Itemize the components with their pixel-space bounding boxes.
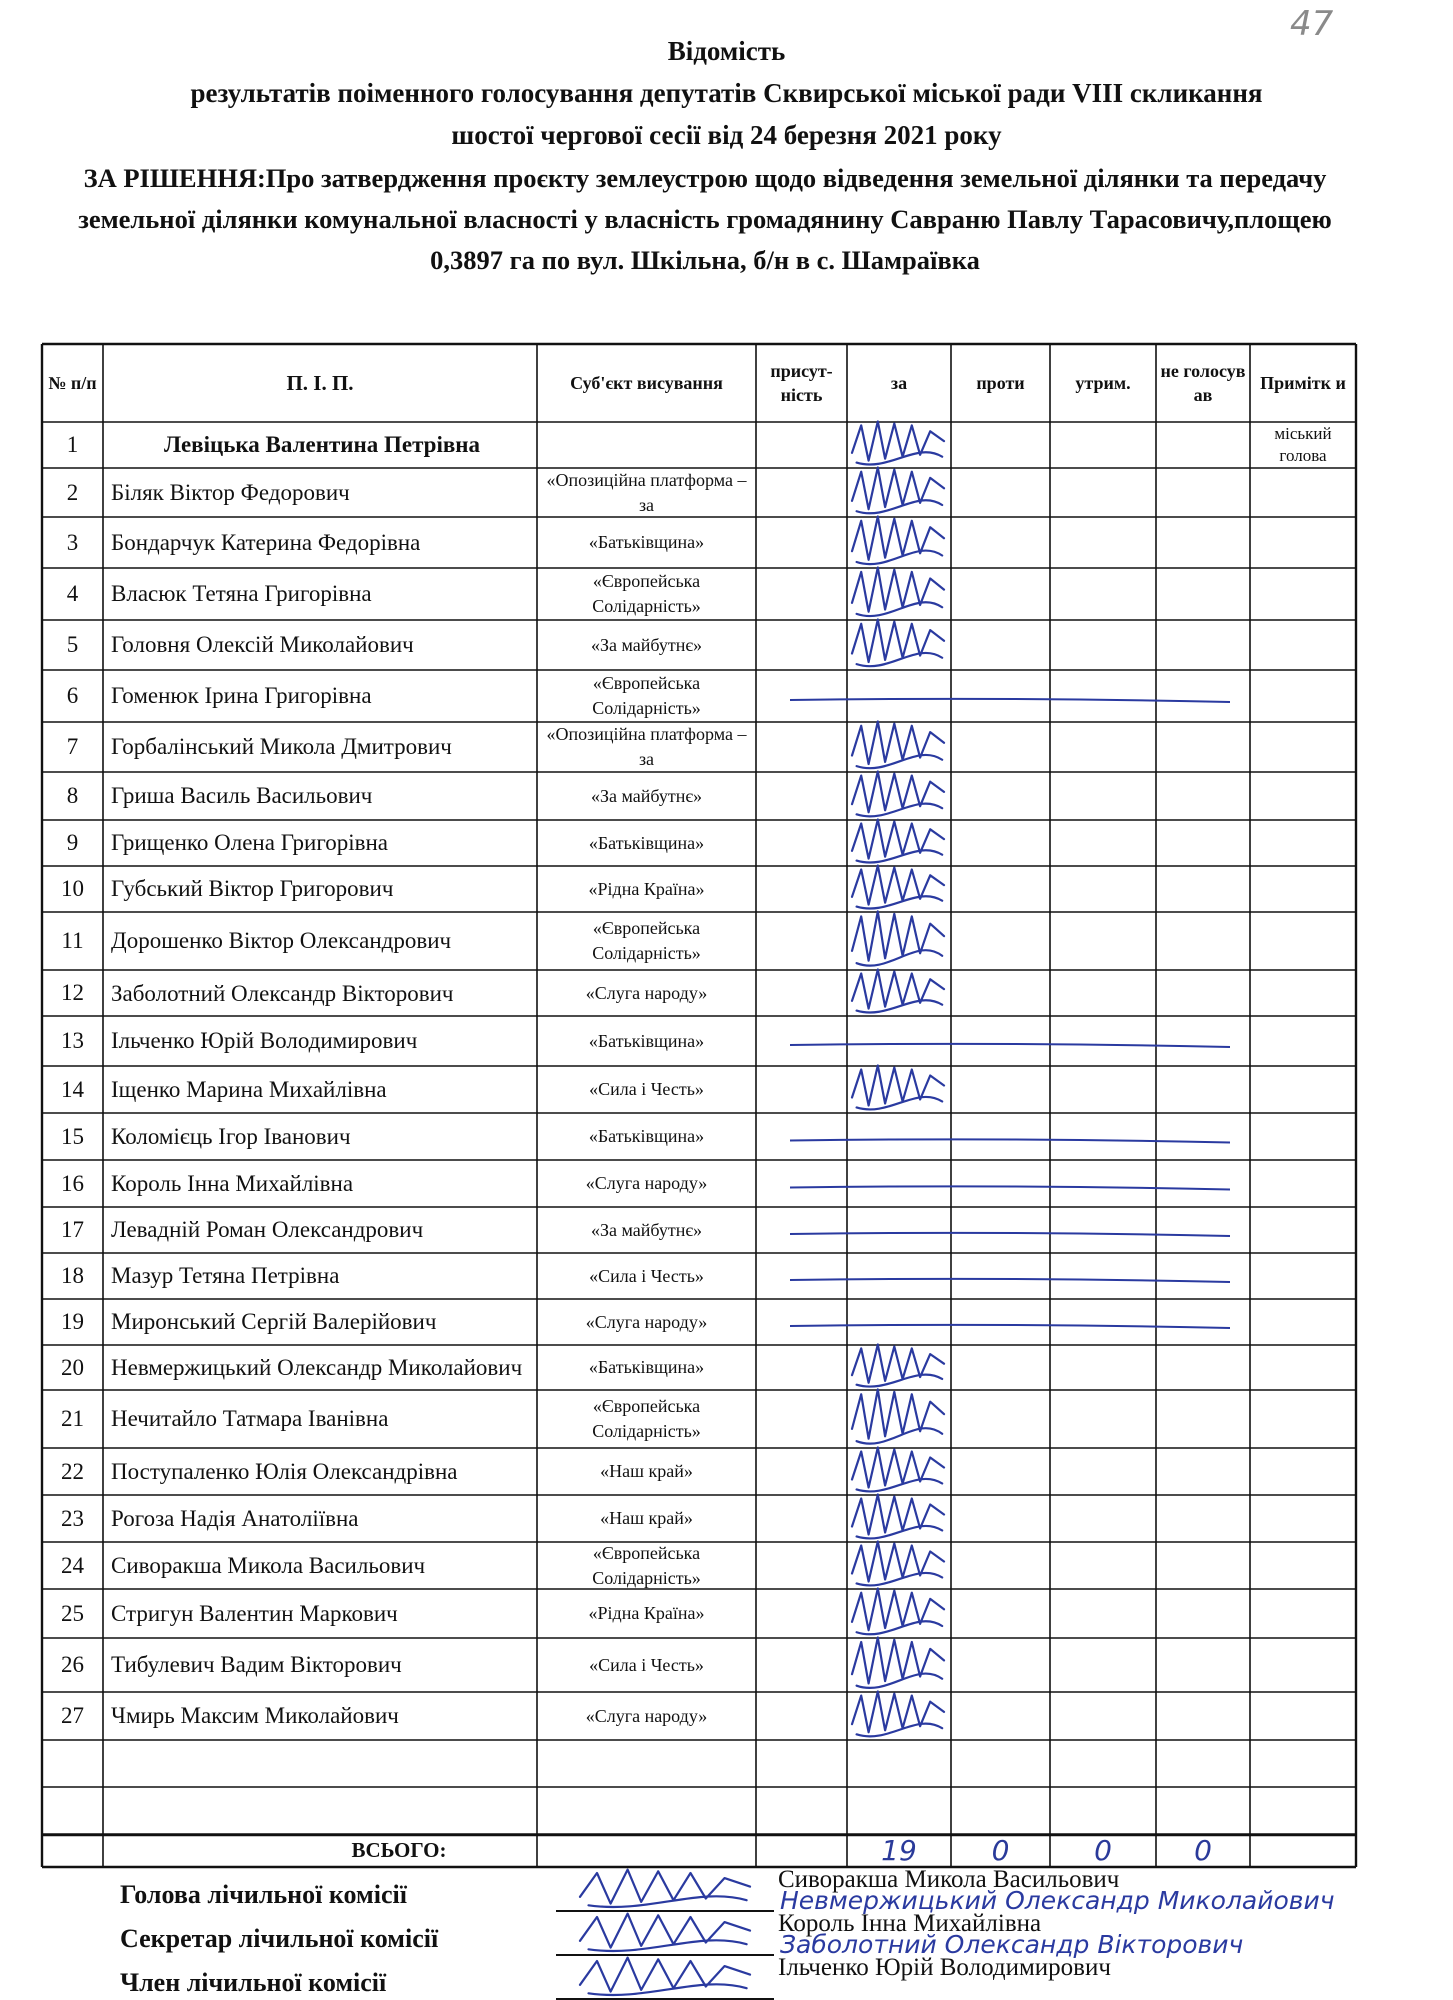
nominating-party: «За майбутнє»	[590, 1219, 703, 1240]
nominating-party: «Слуга народу»	[585, 1173, 708, 1193]
row-number: 12	[61, 980, 84, 1005]
total-against: 0	[991, 1834, 1010, 1867]
row-number: 4	[66, 581, 79, 606]
handwritten-name: Заболотний Олександр Вікторович	[780, 1930, 1244, 1959]
row-number: 26	[61, 1652, 84, 1677]
absence-dash	[790, 1044, 1230, 1047]
deputy-name: Левіцька Валентина Петрівна	[163, 432, 481, 457]
deputy-name: Грищенко Олена Григорівна	[111, 830, 388, 855]
column-header-for: за	[890, 373, 908, 393]
column-header-party: Суб'єкт висування	[570, 373, 723, 393]
deputy-name: Горбалінський Микола Дмитрович	[111, 734, 452, 759]
signature-mark	[852, 722, 944, 769]
deputy-name: Біляк Віктор Федорович	[111, 479, 350, 505]
nominating-party: «Сила і Честь»	[589, 1654, 704, 1675]
deputy-name: Чмирь Максим Миколайович	[111, 1703, 399, 1728]
deputy-name: Гоменюк Ірина Григорівна	[111, 683, 372, 708]
deputy-name: Власюк Тетяна Григорівна	[111, 581, 372, 606]
row-number: 25	[61, 1600, 84, 1626]
nominating-party	[541, 422, 752, 468]
nominating-party: «Батьківщина»	[588, 1357, 705, 1377]
deputy-name: Поступаленко Юлія Олександрівна	[111, 1459, 458, 1484]
column-header-against: проти	[976, 373, 1025, 393]
signature-mark	[852, 970, 944, 1013]
nominating-party: «Сила і Честь»	[589, 1079, 704, 1099]
row-number: 19	[61, 1309, 84, 1334]
row-number: 13	[61, 1028, 84, 1053]
column-header-present: присут-ність	[770, 361, 833, 405]
column-header-abstain: утрим.	[1075, 373, 1131, 393]
row-number: 7	[66, 734, 79, 759]
deputy-name: Король Інна Михайлівна	[111, 1170, 354, 1196]
row-number: 27	[61, 1703, 84, 1728]
nominating-party: «Слуга народу»	[585, 982, 708, 1003]
deputy-name: Миронський Сергій Валерійович	[111, 1309, 437, 1334]
nominating-party: «За майбутнє»	[590, 785, 703, 806]
column-header-novote: не голосув ав	[1160, 361, 1246, 405]
document-subtitle: результатів поіменного голосування депутатів Сквирської міської ради VIII скликання	[190, 78, 1263, 108]
deputy-name: Губський Віктор Григорович	[111, 876, 394, 901]
signature-line	[556, 1954, 774, 1956]
total-for: 19	[881, 1834, 917, 1867]
row-number: 8	[66, 783, 79, 808]
row-number: 15	[61, 1123, 84, 1149]
nominating-party: «Європейська Солідарність»	[592, 1542, 701, 1588]
deputy-name: Сиворакша Микола Васильович	[111, 1552, 426, 1578]
row-number: 10	[61, 876, 84, 901]
nominating-party: «Сила і Честь»	[589, 1265, 704, 1286]
nominating-party: «Опозиційна платформа – за	[546, 724, 747, 769]
signature-mark	[852, 1495, 944, 1539]
nominating-party: «Європейська Солідарність»	[592, 673, 701, 718]
absence-dash	[790, 699, 1230, 702]
column-header-num: № п/п	[48, 373, 97, 393]
row-number: 20	[61, 1354, 84, 1380]
signature-line	[556, 1910, 774, 1912]
page-number: 47	[1290, 4, 1334, 44]
commission-signature	[580, 1914, 750, 1951]
signature-mark	[852, 1345, 944, 1387]
row-number: 6	[66, 683, 79, 708]
row-number: 3	[66, 529, 79, 555]
deputy-name: Невмержицький Олександр Миколайович	[111, 1355, 523, 1380]
session-line: шостої чергової сесії від 24 березня 2021 року	[451, 120, 1002, 150]
nominating-party: «Наш край»	[600, 1508, 693, 1528]
nominating-party: «Наш край»	[600, 1461, 693, 1481]
signature-mark	[852, 1389, 944, 1443]
total-label: ВСЬОГО:	[351, 1838, 447, 1862]
signature-mark	[852, 911, 944, 965]
deputy-name: Левадній Роман Олександрович	[111, 1217, 424, 1242]
row-number: 14	[61, 1076, 84, 1102]
deputy-name: Рогоза Надія Анатоліївна	[111, 1505, 359, 1531]
nominating-party: «Батьківщина»	[588, 1126, 705, 1146]
note-cell: міський голова	[1274, 424, 1332, 465]
row-number: 18	[61, 1263, 84, 1288]
signature-mark	[852, 517, 944, 565]
signature-mark	[852, 866, 944, 909]
row-number: 2	[66, 479, 79, 505]
commission-signature	[580, 1958, 750, 1995]
absence-dash	[790, 1279, 1230, 1282]
absence-dash	[790, 1325, 1230, 1328]
signature-mark	[852, 1692, 944, 1737]
row-number: 21	[61, 1406, 84, 1431]
signature-mark	[852, 1066, 944, 1110]
nominating-party: «Європейська Солідарність»	[592, 571, 701, 616]
signature-mark	[852, 820, 944, 863]
row-number: 11	[61, 928, 84, 953]
total-novote: 0	[1194, 1834, 1212, 1867]
absence-dash	[790, 1139, 1230, 1142]
signature-mark	[852, 1542, 944, 1586]
signature-mark	[852, 568, 944, 617]
decision-text: ЗА РІШЕННЯ:Про затвердження проєкту землеустрою щодо відведення земельної ділянки та передачу земельної ділянки комунальної власності у власність громадянину Савраню Павлу Тарасовичу,площею 0,3897 га по вул. Шкільна, б/н в с. Шамраївка	[78, 163, 1332, 275]
nominating-party: «Батьківщина»	[588, 532, 705, 552]
nominating-party: «Європейська Солідарність»	[592, 918, 701, 963]
row-number: 24	[61, 1552, 84, 1578]
absence-dash	[790, 1186, 1230, 1189]
row-number: 16	[61, 1170, 84, 1196]
signature-mark	[852, 772, 944, 817]
deputy-name: Дорошенко Віктор Олександрович	[111, 928, 452, 953]
deputy-name: Коломієць Ігор Іванович	[111, 1123, 351, 1149]
commission-role: Секретар лічильної комісії	[120, 1924, 439, 1953]
row-number: 9	[66, 830, 79, 855]
deputy-name: Тибулевич Вадим Вікторович	[111, 1652, 402, 1677]
commission-signature	[580, 1870, 750, 1907]
signature-mark	[852, 422, 944, 465]
deputy-name: Заболотний Олександр Вікторович	[111, 980, 454, 1006]
signature-mark	[852, 468, 944, 514]
column-header-note: Примітк и	[1260, 373, 1346, 393]
signature-mark	[852, 1448, 944, 1492]
row-number: 22	[61, 1458, 84, 1484]
nominating-party: «Рідна Країна»	[588, 1603, 705, 1623]
commission-role: Голова лічильної комісії	[120, 1880, 407, 1909]
document-title: Відомість	[667, 36, 786, 66]
deputy-name: Іщенко Марина Михайлівна	[111, 1076, 387, 1102]
deputy-name: Бондарчук Катерина Федорівна	[111, 529, 421, 555]
commission-member-name: Ільченко Юрій Володимирович	[778, 1954, 1111, 1981]
deputy-name: Гриша Василь Васильович	[111, 783, 373, 808]
nominating-party: «За майбутнє»	[590, 634, 703, 655]
commission-member-name: Король Інна Михайлівна	[778, 1910, 1042, 1937]
nominating-party: «Європейська Солідарність»	[592, 1396, 701, 1441]
row-number: 1	[66, 432, 79, 457]
nominating-party: «Батьківщина»	[588, 832, 705, 853]
column-header-name: П. І. П.	[286, 371, 354, 395]
row-number: 23	[61, 1505, 84, 1531]
nominating-party: «Слуга народу»	[585, 1311, 708, 1332]
signature-mark	[852, 1589, 944, 1635]
deputy-name: Нечитайло Татмара Іванівна	[111, 1406, 389, 1431]
signature-mark	[852, 620, 944, 667]
deputy-name: Стригун Валентин Маркович	[111, 1600, 398, 1626]
row-number: 17	[61, 1217, 84, 1242]
commission-member-name: Сиворакша Микола Васильович	[778, 1866, 1120, 1893]
nominating-party: «Опозиційна платформа – за	[546, 469, 747, 515]
absence-dash	[790, 1233, 1230, 1236]
deputy-name: Ільченко Юрій Володимирович	[111, 1028, 418, 1053]
deputy-name: Головня Олексій Миколайович	[111, 632, 414, 657]
signature-mark	[852, 1638, 944, 1688]
nominating-party: «Рідна Країна»	[588, 878, 705, 899]
nominating-party: «Батьківщина»	[588, 1030, 705, 1051]
total-abstain: 0	[1094, 1834, 1112, 1867]
nominating-party: «Слуга народу»	[585, 1705, 708, 1726]
handwritten-name: Невмержицький Олександр Миколайович	[780, 1886, 1335, 1915]
deputy-name: Мазур Тетяна Петрівна	[111, 1263, 340, 1288]
commission-role: Член лічильної комісії	[120, 1968, 387, 1997]
row-number: 5	[66, 632, 79, 657]
